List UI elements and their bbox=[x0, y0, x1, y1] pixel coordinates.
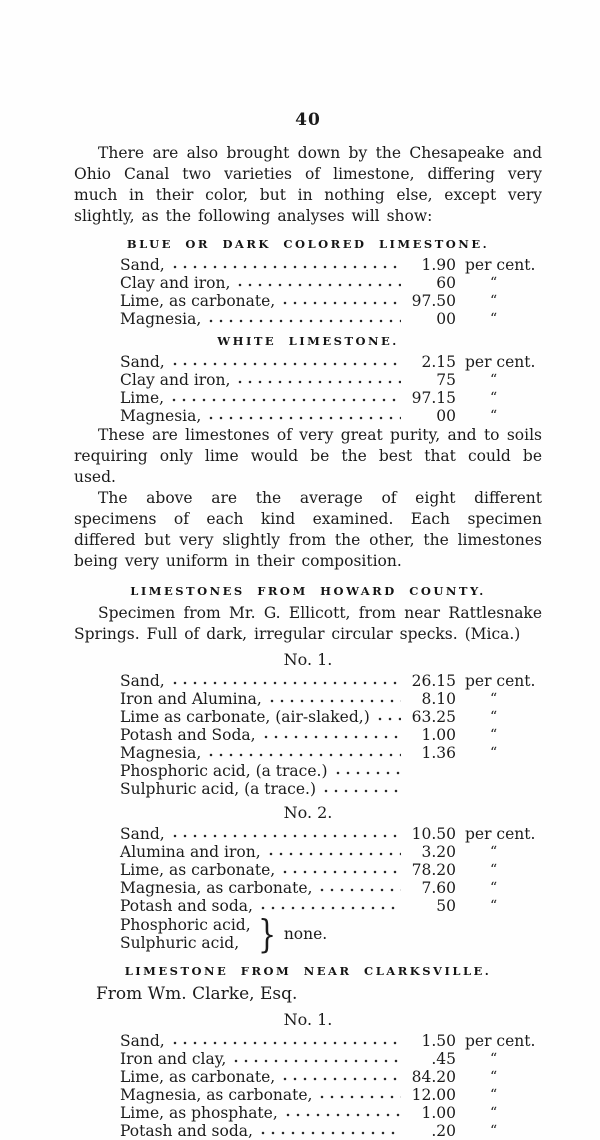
row-label: Lime as carbonate, (air-slaked,) bbox=[120, 708, 370, 726]
row-label: Lime, as carbonate, bbox=[120, 861, 276, 879]
leader-dots bbox=[168, 679, 401, 687]
row-value: 63.25 bbox=[411, 708, 456, 726]
attribution-line: From Wm. Clarke, Esq. bbox=[96, 984, 298, 1004]
row-value: 97.15 bbox=[411, 389, 456, 407]
analysis-row bbox=[74, 353, 542, 371]
leader-dots bbox=[265, 697, 401, 705]
row-unit: per cent. bbox=[465, 672, 536, 690]
leader-dots bbox=[278, 299, 401, 307]
row-unit: per cent. bbox=[465, 256, 536, 274]
analysis-row bbox=[74, 1068, 542, 1086]
row-label: Magnesia, bbox=[120, 310, 202, 328]
row-unit: “ bbox=[490, 745, 497, 761]
row-unit: “ bbox=[490, 1051, 497, 1067]
analysis-row bbox=[74, 1050, 542, 1068]
row-value: 1.50 bbox=[421, 1032, 456, 1050]
row-unit: “ bbox=[490, 691, 497, 707]
row-label: Lime, bbox=[120, 389, 165, 407]
row-label: Potash and soda, bbox=[120, 897, 253, 915]
clarksville-no1-heading: No. 1. bbox=[283, 1010, 333, 1029]
row-unit: “ bbox=[490, 1123, 497, 1139]
row-unit: “ bbox=[490, 275, 497, 291]
leader-dots bbox=[256, 904, 401, 912]
row-unit: “ bbox=[490, 709, 497, 725]
row-value: 12.00 bbox=[411, 1086, 456, 1104]
leader-dots bbox=[204, 751, 401, 759]
row-value: 00 bbox=[436, 310, 456, 328]
white-limestone-table bbox=[74, 353, 542, 425]
analysis-row bbox=[74, 843, 542, 861]
row-value: 75 bbox=[436, 371, 456, 389]
white-limestone-heading: WHITE LIMESTONE. bbox=[217, 334, 399, 348]
row-label: Potash and Soda, bbox=[120, 726, 256, 744]
row-label: Magnesia, as carbonate, bbox=[120, 1086, 313, 1104]
average-paragraph: The above are the average of eight different specimens of each kind examined. Each specimen differed but very slightly from the other, the limestones being very uniform in their composition. bbox=[74, 489, 542, 570]
acid-labels bbox=[120, 916, 251, 952]
row-label: Magnesia, bbox=[120, 407, 202, 425]
row-label: Sand, bbox=[120, 353, 165, 371]
leader-dots bbox=[204, 317, 401, 325]
row-unit: “ bbox=[490, 844, 497, 860]
row-value: 97.50 bbox=[411, 292, 456, 310]
row-value: 10.50 bbox=[411, 825, 456, 843]
row-value: 2.15 bbox=[421, 353, 456, 371]
row-label: Potash and soda, bbox=[120, 1122, 253, 1140]
analysis-row bbox=[74, 274, 542, 292]
row-unit: “ bbox=[490, 311, 497, 327]
intro-paragraph: There are also brought down by the Chesapeake and Ohio Canal two varieties of limestone, differing very much in their color, but in nothing else, except very slightly, as the following analyses will show: bbox=[74, 144, 542, 225]
row-label: Lime, as phosphate, bbox=[120, 1104, 278, 1122]
row-value: 1.36 bbox=[421, 744, 456, 762]
blue-limestone-table bbox=[74, 256, 542, 328]
leader-dots bbox=[233, 281, 401, 289]
leader-dots bbox=[264, 850, 401, 858]
leader-dots bbox=[168, 263, 401, 271]
howard-county-heading: LIMESTONES FROM HOWARD COUNTY. bbox=[130, 584, 486, 598]
row-value: none. bbox=[283, 925, 328, 943]
leader-dots bbox=[256, 1129, 401, 1137]
row-label: Lime, as carbonate, bbox=[120, 1068, 276, 1086]
purity-paragraph: These are limestones of very great purity, and to soils requiring only lime would be the best that could be used. bbox=[74, 426, 542, 486]
row-value: 1.00 bbox=[421, 1104, 456, 1122]
analysis-row bbox=[74, 897, 542, 915]
row-label: Sand, bbox=[120, 256, 165, 274]
analysis-row bbox=[74, 1104, 542, 1122]
row-label: Sand, bbox=[120, 825, 165, 843]
row-unit: per cent. bbox=[465, 353, 536, 371]
row-label: Phosphoric acid, (a trace.) bbox=[120, 762, 328, 780]
analysis-row bbox=[74, 407, 542, 425]
leader-dots bbox=[168, 1039, 401, 1047]
analysis-row bbox=[74, 310, 542, 328]
analysis-row bbox=[74, 780, 542, 798]
row-label: Iron and clay, bbox=[120, 1050, 227, 1068]
row-value: 1.90 bbox=[421, 256, 456, 274]
row-value: 78.20 bbox=[411, 861, 456, 879]
row-value: 7.60 bbox=[421, 879, 456, 897]
leader-dots bbox=[315, 886, 401, 894]
specimen-note: Specimen from Mr. G. Ellicott, from near Rattlesnake Springs. Full of dark, irregular circular specks. (Mica.) bbox=[74, 604, 542, 643]
leader-dots bbox=[278, 868, 401, 876]
row-value: 00 bbox=[436, 407, 456, 425]
row-unit: “ bbox=[490, 1105, 497, 1121]
howard-no1-table bbox=[74, 672, 542, 798]
row-label: Clay and iron, bbox=[120, 371, 231, 389]
row-unit: “ bbox=[490, 390, 497, 406]
row-unit: “ bbox=[490, 880, 497, 896]
row-label: Lime, as carbonate, bbox=[120, 292, 276, 310]
howard-no1-heading: No. 1. bbox=[283, 650, 333, 669]
analysis-row bbox=[74, 256, 542, 274]
acid-brace-group bbox=[74, 912, 542, 956]
leader-dots bbox=[281, 1111, 401, 1119]
analysis-row bbox=[74, 825, 542, 843]
row-unit: “ bbox=[490, 1069, 497, 1085]
howard-no2-heading: No. 2. bbox=[283, 803, 333, 822]
leader-dots bbox=[259, 733, 401, 741]
analysis-row bbox=[74, 744, 542, 762]
row-value: .20 bbox=[431, 1122, 456, 1140]
clarksville-no1-table bbox=[74, 1032, 542, 1140]
row-value: .45 bbox=[431, 1050, 456, 1068]
howard-no2-table bbox=[74, 825, 542, 915]
leader-dots bbox=[331, 769, 402, 777]
row-unit: “ bbox=[490, 408, 497, 424]
row-unit: per cent. bbox=[465, 825, 536, 843]
row-unit: per cent. bbox=[465, 1032, 536, 1050]
leader-dots bbox=[319, 787, 401, 795]
blue-limestone-heading: BLUE OR DARK COLORED LIMESTONE. bbox=[126, 237, 490, 251]
row-value: 84.20 bbox=[411, 1068, 456, 1086]
row-label: Sand, bbox=[120, 1032, 165, 1050]
row-unit: “ bbox=[490, 727, 497, 743]
analysis-row bbox=[74, 1032, 542, 1050]
analysis-row bbox=[74, 861, 542, 879]
row-value: 60 bbox=[436, 274, 456, 292]
grouping-brace: } bbox=[257, 912, 276, 956]
analysis-row bbox=[74, 672, 542, 690]
leader-dots bbox=[168, 360, 401, 368]
leader-dots bbox=[167, 396, 401, 404]
analysis-row bbox=[74, 879, 542, 897]
row-unit: “ bbox=[490, 862, 497, 878]
row-label: Iron and Alumina, bbox=[120, 690, 262, 708]
analysis-row bbox=[74, 389, 542, 407]
analysis-row bbox=[74, 762, 542, 780]
row-label: Sulphuric acid, bbox=[120, 934, 240, 952]
leader-dots bbox=[229, 1057, 401, 1065]
row-value: 26.15 bbox=[411, 672, 456, 690]
row-unit: “ bbox=[490, 293, 497, 309]
row-label: Magnesia, as carbonate, bbox=[120, 879, 313, 897]
analysis-row bbox=[74, 1122, 542, 1140]
row-unit: “ bbox=[490, 898, 497, 914]
leader-dots bbox=[233, 378, 401, 386]
row-label: Sulphuric acid, (a trace.) bbox=[120, 780, 316, 798]
leader-dots bbox=[373, 715, 401, 723]
row-label: Sand, bbox=[120, 672, 165, 690]
leader-dots bbox=[168, 832, 401, 840]
leader-dots bbox=[278, 1075, 401, 1083]
row-value: 1.00 bbox=[421, 726, 456, 744]
row-unit: “ bbox=[490, 372, 497, 388]
row-label: Phosphoric acid, bbox=[120, 916, 251, 934]
analysis-row bbox=[74, 708, 542, 726]
row-label: Magnesia, bbox=[120, 744, 202, 762]
row-value: 8.10 bbox=[421, 690, 456, 708]
row-label: Alumina and iron, bbox=[120, 843, 261, 861]
leader-dots bbox=[315, 1093, 401, 1101]
leader-dots bbox=[204, 414, 401, 422]
analysis-row bbox=[74, 371, 542, 389]
clarksville-heading: LIMESTONE FROM NEAR CLARKSVILLE. bbox=[124, 964, 492, 978]
row-unit: “ bbox=[490, 1087, 497, 1103]
page-number: 40 bbox=[295, 110, 321, 130]
analysis-row bbox=[74, 726, 542, 744]
analysis-row bbox=[74, 292, 542, 310]
analysis-row bbox=[74, 690, 542, 708]
row-label: Clay and iron, bbox=[120, 274, 231, 292]
row-value: 50 bbox=[436, 897, 456, 915]
row-value: 3.20 bbox=[421, 843, 456, 861]
